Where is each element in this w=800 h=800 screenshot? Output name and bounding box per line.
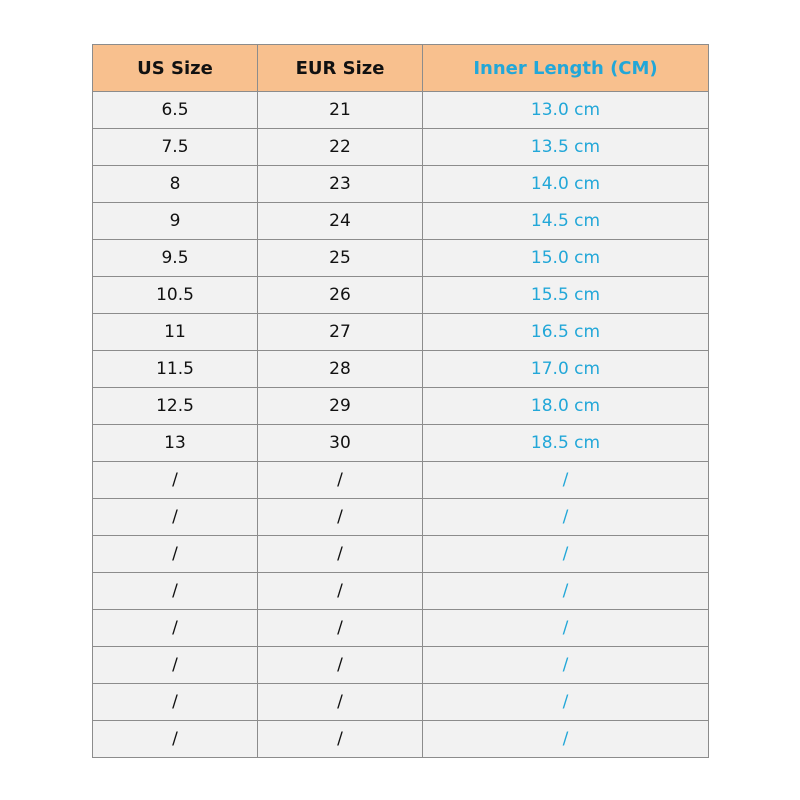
us-size-cell: / xyxy=(93,573,258,610)
table-row xyxy=(93,462,709,499)
us-size-cell: 7.5 xyxy=(93,129,258,166)
header-us-size: US Size xyxy=(93,45,258,92)
us-size-cell: / xyxy=(93,721,258,758)
inner-length-cell: 18.5 cm xyxy=(423,425,709,462)
inner-length-cell: / xyxy=(423,684,709,721)
size-chart-table xyxy=(92,44,709,758)
header-row xyxy=(93,45,709,92)
eur-size-cell: 29 xyxy=(258,388,423,425)
inner-length-cell: / xyxy=(423,573,709,610)
us-size-cell: / xyxy=(93,536,258,573)
us-size-cell: / xyxy=(93,499,258,536)
table-row xyxy=(93,425,709,462)
inner-length-cell: / xyxy=(423,462,709,499)
eur-size-cell: 30 xyxy=(258,425,423,462)
table-row xyxy=(93,277,709,314)
table-row xyxy=(93,351,709,388)
table-header xyxy=(93,45,709,92)
eur-size-cell: / xyxy=(258,462,423,499)
inner-length-cell: 14.5 cm xyxy=(423,203,709,240)
eur-size-cell: / xyxy=(258,721,423,758)
inner-length-cell: 17.0 cm xyxy=(423,351,709,388)
inner-length-cell: 18.0 cm xyxy=(423,388,709,425)
table-row xyxy=(93,721,709,758)
inner-length-cell: 15.5 cm xyxy=(423,277,709,314)
eur-size-cell: 26 xyxy=(258,277,423,314)
inner-length-cell: 13.0 cm xyxy=(423,92,709,129)
eur-size-cell: 25 xyxy=(258,240,423,277)
table-row xyxy=(93,647,709,684)
eur-size-cell: 27 xyxy=(258,314,423,351)
header-eur-size: EUR Size xyxy=(258,45,423,92)
inner-length-cell: / xyxy=(423,499,709,536)
us-size-cell: 12.5 xyxy=(93,388,258,425)
eur-size-cell: 28 xyxy=(258,351,423,388)
us-size-cell: / xyxy=(93,647,258,684)
table-row xyxy=(93,573,709,610)
eur-size-cell: 24 xyxy=(258,203,423,240)
us-size-cell: 9 xyxy=(93,203,258,240)
table-body xyxy=(93,92,709,758)
us-size-cell: 8 xyxy=(93,166,258,203)
us-size-cell: 11 xyxy=(93,314,258,351)
header-inner-length: Inner Length (CM) xyxy=(423,45,709,92)
table-row xyxy=(93,203,709,240)
table-row xyxy=(93,684,709,721)
inner-length-cell: / xyxy=(423,647,709,684)
inner-length-cell: / xyxy=(423,536,709,573)
table-row xyxy=(93,499,709,536)
us-size-cell: 11.5 xyxy=(93,351,258,388)
table-row xyxy=(93,129,709,166)
eur-size-cell: / xyxy=(258,647,423,684)
inner-length-cell: 16.5 cm xyxy=(423,314,709,351)
table-row xyxy=(93,240,709,277)
eur-size-cell: / xyxy=(258,573,423,610)
inner-length-cell: 14.0 cm xyxy=(423,166,709,203)
eur-size-cell: / xyxy=(258,536,423,573)
eur-size-cell: / xyxy=(258,610,423,647)
table-row xyxy=(93,536,709,573)
inner-length-cell: 15.0 cm xyxy=(423,240,709,277)
inner-length-cell: / xyxy=(423,610,709,647)
eur-size-cell: / xyxy=(258,684,423,721)
table-row xyxy=(93,610,709,647)
table-row xyxy=(93,388,709,425)
eur-size-cell: 21 xyxy=(258,92,423,129)
eur-size-cell: / xyxy=(258,499,423,536)
eur-size-cell: 23 xyxy=(258,166,423,203)
us-size-cell: 9.5 xyxy=(93,240,258,277)
us-size-cell: / xyxy=(93,462,258,499)
table-row xyxy=(93,92,709,129)
us-size-cell: 13 xyxy=(93,425,258,462)
table-row xyxy=(93,166,709,203)
us-size-cell: 10.5 xyxy=(93,277,258,314)
us-size-cell: / xyxy=(93,610,258,647)
inner-length-cell: 13.5 cm xyxy=(423,129,709,166)
eur-size-cell: 22 xyxy=(258,129,423,166)
table-row xyxy=(93,314,709,351)
us-size-cell: 6.5 xyxy=(93,92,258,129)
us-size-cell: / xyxy=(93,684,258,721)
inner-length-cell: / xyxy=(423,721,709,758)
